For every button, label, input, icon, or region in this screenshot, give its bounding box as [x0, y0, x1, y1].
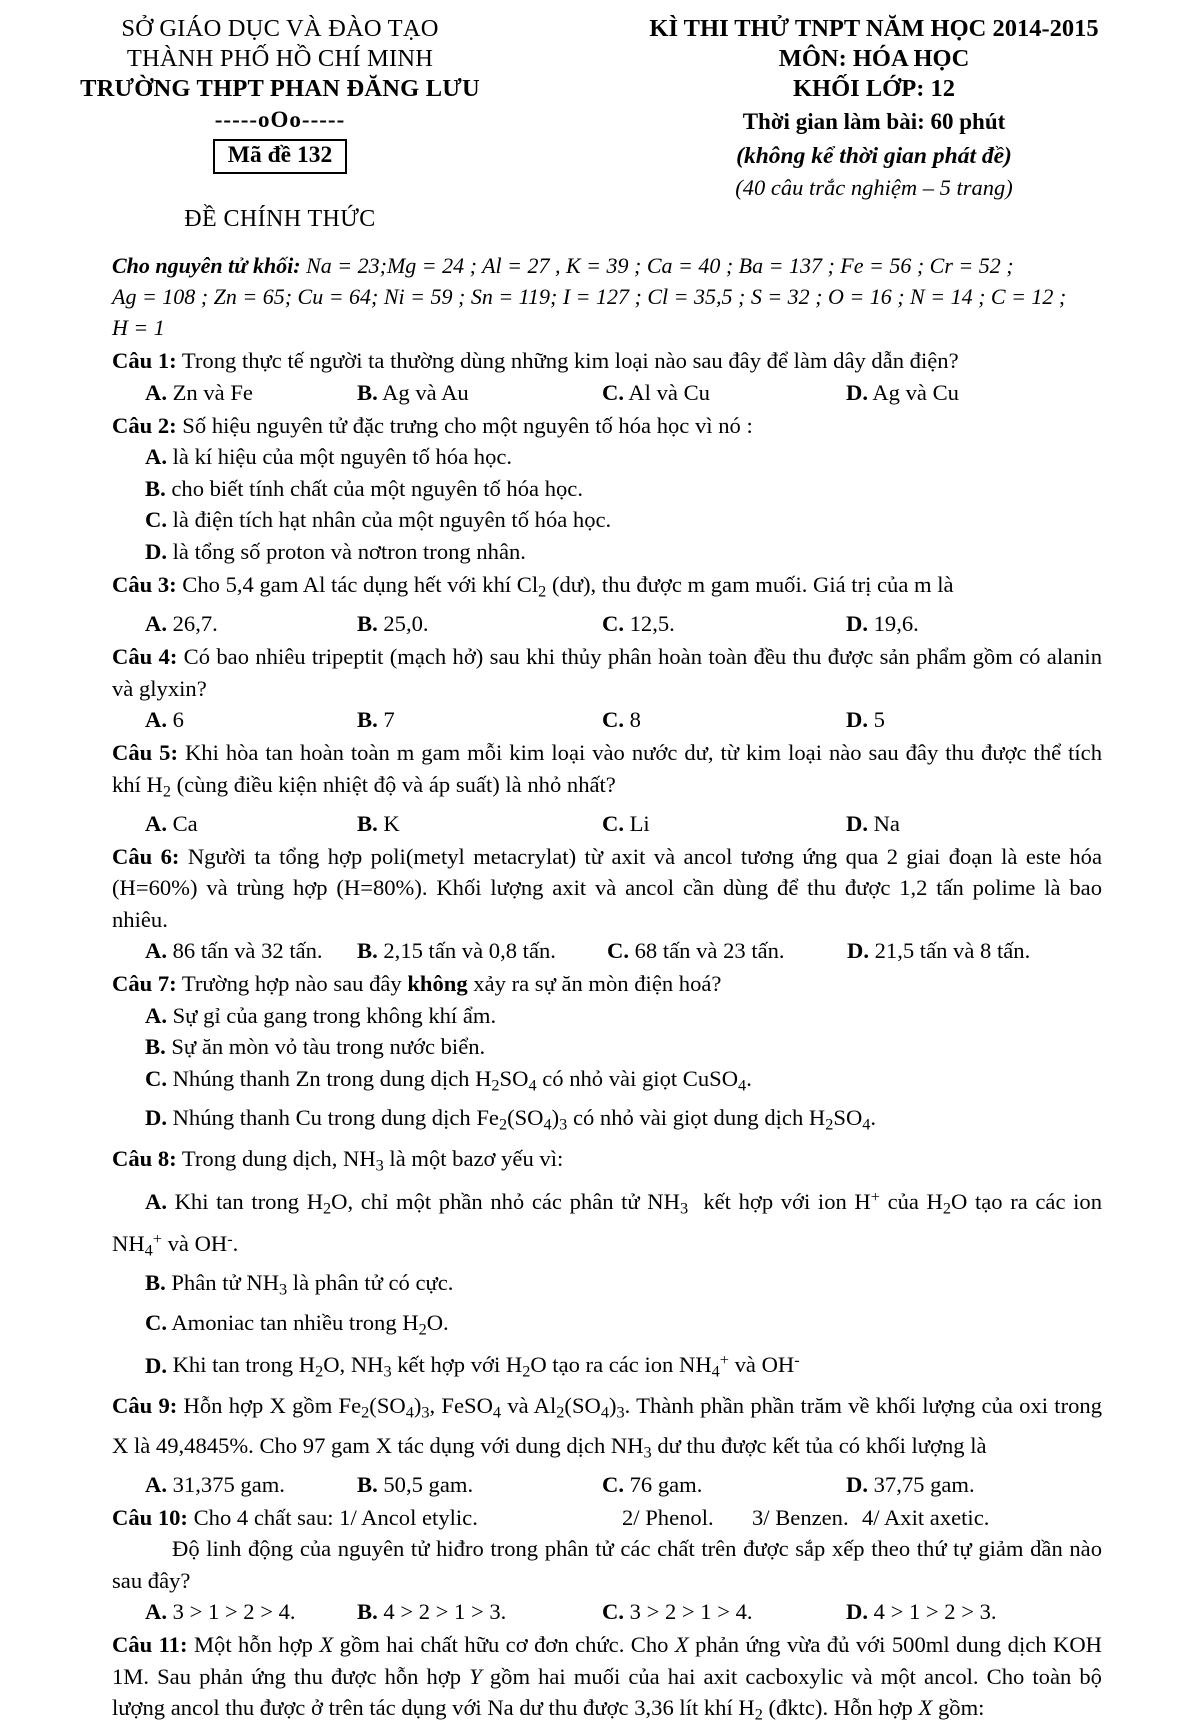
option-letter: B.	[357, 938, 378, 964]
option-letter: B.	[357, 707, 378, 733]
option-d[interactable]	[846, 1596, 1102, 1627]
header-divider: -----oOo-----	[214, 107, 346, 132]
option-letter: C.	[145, 1309, 167, 1335]
option-letter: A.	[145, 707, 167, 733]
option-letter: C.	[602, 1471, 624, 1497]
answer-options-row	[112, 808, 1102, 839]
question-8	[112, 1143, 1102, 1389]
question-number: Câu 2:	[112, 412, 177, 438]
option-c[interactable]	[602, 608, 846, 639]
atomic-mass-label: Cho nguyên tử khối:	[112, 253, 301, 278]
option-letter: B.	[145, 1034, 166, 1060]
question-stem: Câu 11: Một hỗn hợp X gồm hai chất hữu cơ đơn chức. Cho X phản ứng vừa đủ với 500ml dung dịch KOH 1M. Sau phản ứng thu được hỗn hợp Y gồm hai muối của hai axit cacboxylic và một ancol. Cho toàn bộ lượng ancol thu được ở trên tác dụng với Na dư thu được 3,36 lít khí $H_2$ (đktc). Hỗn hợp X gồm:	[112, 1632, 1102, 1724]
option-c[interactable]	[602, 377, 846, 408]
option-letter: A.	[145, 1599, 167, 1625]
header-right-block	[560, 14, 1180, 234]
option-text: 19,6.	[867, 611, 919, 637]
option-a[interactable]	[112, 377, 357, 408]
question-stem-main: Câu 10: Cho 4 chất sau: 1/ Ancol etylic.	[112, 1504, 478, 1530]
option-text: Na	[867, 810, 900, 836]
question-4	[112, 641, 1102, 735]
option-a[interactable]	[112, 1596, 357, 1627]
option-text: Amoniac tan nhiều trong $H_2O$.	[166, 1309, 449, 1339]
atomic-mass-block	[112, 250, 1102, 343]
option-b[interactable]	[112, 473, 1102, 505]
exam-code-wrap	[0, 139, 560, 174]
option-text: 86 tấn và 32 tấn.	[166, 938, 323, 964]
option-a[interactable]	[112, 1182, 1102, 1268]
option-letter: A.	[145, 379, 167, 405]
question-stem-continued: Độ linh động của nguyên tử hiđro trong phân tử các chất trên được sắp xếp theo thứ tự giảm dần nào sau đây?	[112, 1536, 1102, 1593]
substance-item-4: 4/ Axit axetic.	[862, 1504, 990, 1530]
option-letter: B.	[357, 379, 378, 405]
question-number: Câu 4:	[112, 644, 178, 670]
exam-code-box: Mã đề 132	[213, 139, 347, 174]
question-11	[112, 1629, 1102, 1731]
option-text: Li	[623, 810, 650, 836]
answer-options-row	[112, 1596, 1102, 1627]
option-letter: B.	[357, 611, 378, 637]
option-letter: C.	[602, 707, 624, 733]
option-d[interactable]	[846, 377, 1102, 408]
question-stem: Câu 4: Có bao nhiêu tripeptit (mạch hở) sau khi thủy phân hoàn toàn đều thu được sản phẩm gồm có alanin và glyxin?	[112, 644, 1102, 701]
question-stem: Câu 5: Khi hòa tan hoàn toàn m gam mỗi kim loại vào nước dư, từ kim loại nào sau đây thu được thể tích khí $H_2$ (cùng điều kiện nhiệt độ và áp suất) là nhỏ nhất?	[112, 740, 1102, 801]
option-text: là tổng số proton và nơtron trong nhân.	[166, 538, 526, 564]
question-number: Câu 8:	[112, 1145, 177, 1171]
option-text: Khi tan trong $H_2O$, chỉ một phần nhỏ các phân tử $NH_3$ kết hợp với ion H+ của $H_2O$ tạo ra các ion $NH_4^+$ và OH-.	[112, 1187, 1102, 1260]
department-line-1: SỞ GIÁO DỤC VÀ ĐÀO TẠO	[121, 15, 439, 42]
answer-options-row	[112, 377, 1102, 408]
question-list	[112, 345, 1102, 1731]
question-1	[112, 345, 1102, 408]
question-number: Câu 5:	[112, 740, 178, 766]
option-c[interactable]	[602, 1469, 846, 1500]
school-name: TRƯỜNG THPT PHAN ĐĂNG LƯU	[80, 75, 480, 102]
option-letter: D.	[847, 938, 869, 964]
option-c[interactable]	[602, 808, 846, 839]
option-b[interactable]	[357, 704, 602, 735]
option-c[interactable]	[607, 935, 847, 966]
option-d[interactable]	[847, 935, 1102, 966]
option-letter: D.	[145, 1104, 167, 1130]
option-text: 26,7.	[166, 611, 218, 637]
question-10	[112, 1502, 1102, 1628]
option-d[interactable]	[846, 808, 1102, 839]
option-text: K	[377, 810, 400, 836]
option-letter: C.	[602, 810, 624, 836]
option-d[interactable]	[112, 1346, 1102, 1389]
option-a[interactable]	[112, 1000, 1102, 1032]
option-text: 31,375 gam.	[166, 1471, 285, 1497]
option-d[interactable]	[846, 704, 1102, 735]
atomic-mass-line-1	[112, 250, 1102, 281]
option-text: 2,15 tấn và 0,8 tấn.	[377, 938, 556, 964]
option-letter: D.	[846, 1599, 868, 1625]
option-c[interactable]	[112, 504, 1102, 536]
option-text: 25,0.	[377, 611, 429, 637]
option-letter: A.	[145, 444, 167, 469]
option-letter: B.	[357, 1471, 378, 1497]
exam-structure-note: (40 câu trắc nghiệm – 5 trang)	[735, 175, 1013, 200]
option-text: là kí hiệu của một nguyên tố hóa học.	[166, 444, 513, 469]
question-3	[112, 569, 1102, 639]
department-line-2: THÀNH PHỐ HỒ CHÍ MINH	[126, 45, 434, 72]
option-a[interactable]	[112, 808, 357, 839]
substance-item-2: 2/ Phenol.	[622, 1504, 714, 1530]
option-b[interactable]	[112, 1031, 1102, 1063]
option-text: 5	[867, 707, 885, 733]
option-letter: A.	[145, 1188, 167, 1214]
option-d[interactable]	[112, 1102, 1102, 1141]
question-7	[112, 968, 1102, 1141]
question-stem: Câu 7: Trường hợp nào sau đây không xảy ra sự ăn mòn điện hoá?	[112, 971, 722, 997]
question-stem: Câu 6: Người ta tổng hợp poli(metyl metacrylat) từ axit và ancol tương ứng qua 2 giai đoạn là este hóa (H=60%) và trùng hợp (H=80%). Khối lượng axit và ancol cần dùng để thu được 1,2 tấn polime là bao nhiêu.	[112, 843, 1102, 932]
option-letter: D.	[145, 1352, 167, 1378]
exam-duration-note: (không kể thời gian phát đề)	[736, 143, 1012, 169]
option-text: Nhúng thanh Cu trong dung dịch $Fe_2(SO_4)_3$ có nhỏ vài giọt dung dịch $H_2SO_4$.	[166, 1104, 877, 1134]
question-number: Câu 9:	[112, 1393, 178, 1419]
option-b[interactable]	[357, 1469, 602, 1500]
option-text: 76 gam.	[623, 1471, 703, 1497]
atomic-mass-line-2: Ag = 108 ; Zn = 65; Cu = 64; Ni = 59 ; Sn = 119; I = 127 ; Cl = 35,5 ; S = 32 ; O = 16 ; N = 14 ; C = 12 ;	[112, 284, 1067, 309]
option-letter: C.	[602, 379, 624, 405]
option-letter: D.	[145, 538, 167, 564]
option-text: 37,75 gam.	[867, 1471, 975, 1497]
exam-title: KÌ THI THỬ TNPT NĂM HỌC 2014-2015	[649, 15, 1099, 42]
option-text: 68 tấn và 23 tấn.	[628, 938, 785, 964]
option-text: Ag và Cu	[867, 379, 959, 405]
question-number: Câu 10:	[112, 1504, 188, 1530]
option-text: Zn và Fe	[166, 379, 253, 405]
question-number: Câu 11:	[112, 1632, 188, 1658]
option-a[interactable]	[112, 935, 357, 966]
exam-grade: KHỐI LỚP: 12	[793, 75, 955, 102]
answer-options-row	[112, 704, 1102, 735]
option-letter: D.	[846, 611, 868, 637]
option-text: Al và Cu	[623, 379, 710, 405]
question-number: Câu 1:	[112, 348, 177, 373]
option-text: Sự gỉ của gang trong không khí ẩm.	[166, 1002, 497, 1028]
atomic-mass-values-1: Na = 23;Mg = 24 ; Al = 27 , K = 39 ; Ca = 40 ; Ba = 137 ; Fe = 56 ; Cr = 52 ;	[300, 253, 1014, 278]
option-text: là điện tích hạt nhân của một nguyên tố hóa học.	[166, 507, 612, 532]
option-letter: C.	[607, 938, 629, 964]
option-b[interactable]	[357, 935, 607, 966]
option-b[interactable]	[357, 1596, 602, 1627]
question-number: Câu 6:	[112, 843, 180, 869]
option-letter: D.	[846, 810, 868, 836]
option-text: Ca	[166, 810, 198, 836]
atomic-mass-line-3: H = 1	[112, 315, 165, 340]
option-a[interactable]	[112, 441, 1102, 473]
option-a[interactable]	[112, 608, 357, 639]
answer-options-row	[112, 608, 1102, 639]
option-text: 21,5 tấn và 8 tấn.	[868, 938, 1031, 964]
option-letter: C.	[602, 1599, 624, 1625]
option-text: 6	[166, 707, 184, 733]
option-letter: C.	[602, 611, 624, 637]
question-9	[112, 1390, 1102, 1499]
option-a[interactable]	[112, 704, 357, 735]
option-letter: C.	[145, 1065, 167, 1091]
option-b[interactable]	[357, 608, 602, 639]
option-text: 7	[377, 707, 395, 733]
option-letter: B.	[145, 1270, 166, 1296]
question-6	[112, 841, 1102, 967]
option-letter: D.	[846, 379, 868, 405]
option-letter: A.	[145, 1002, 167, 1028]
option-d[interactable]	[112, 536, 1102, 568]
option-text: Sự ăn mòn vỏ tàu trong nước biển.	[165, 1034, 486, 1060]
option-letter: B.	[145, 475, 166, 501]
exam-duration: Thời gian làm bài: 60 phút	[742, 109, 1006, 134]
question-2	[112, 410, 1102, 568]
question-number: Câu 7:	[112, 971, 177, 997]
option-text: 4 > 1 > 2 > 3.	[867, 1599, 997, 1625]
option-text: Nhúng thanh Zn trong dung dịch $H_2SO_4$ có nhỏ vài giọt CuSO$_4$.	[166, 1065, 752, 1095]
option-letter: C.	[145, 507, 167, 532]
official-exam-label: ĐỀ CHÍNH THỨC	[184, 206, 376, 232]
option-letter: B.	[357, 810, 378, 836]
option-b[interactable]	[357, 808, 602, 839]
question-stem: Câu 9: Hỗn hợp X gồm $Fe_2(SO_4)_3$, FeSO$_4$ và $Al_2(SO_4)_3$. Thành phần phần trăm về khối lượng của oxi trong X là 49,4845%. Cho 97 gam X tác dụng với dung dịch $NH_3$ dư thu được kết tủa có khối lượng là	[112, 1393, 1103, 1462]
option-c[interactable]	[112, 1307, 1102, 1346]
question-stem: Câu 2: Số hiệu nguyên tử đặc trưng cho một nguyên tố hóa học vì nó :	[112, 412, 753, 438]
option-a[interactable]	[112, 1469, 357, 1500]
option-letter: A.	[145, 938, 167, 964]
option-c[interactable]	[112, 1063, 1102, 1102]
option-letter: A.	[145, 1471, 167, 1497]
option-text: cho biết tính chất của một nguyên tố hóa học.	[165, 475, 583, 501]
substance-item-3: 3/ Benzen.	[752, 1504, 849, 1530]
exam-subject: MÔN: HÓA HỌC	[778, 45, 970, 72]
question-stem: Câu 1: Trong thực tế người ta thường dùng những kim loại nào sau đây để làm dây dẫn điện?	[112, 348, 959, 373]
option-text: 3 > 1 > 2 > 4.	[166, 1599, 296, 1625]
option-letter: A.	[145, 810, 167, 836]
question-number: Câu 3:	[112, 572, 177, 597]
question-stem-row	[112, 1502, 1102, 1534]
option-d[interactable]	[846, 608, 1102, 639]
option-c[interactable]	[602, 704, 846, 735]
exam-body	[112, 250, 1102, 1731]
question-5	[112, 737, 1102, 839]
answer-options-row	[112, 935, 1102, 966]
option-c[interactable]	[602, 1596, 846, 1627]
option-text: 4 > 2 > 1 > 3.	[377, 1599, 507, 1625]
option-text: 12,5.	[623, 611, 675, 637]
option-b[interactable]	[357, 377, 602, 408]
header-left-block	[0, 14, 560, 234]
question-stem: Câu 3: Cho 5,4 gam Al tác dụng hết với khí $Cl_2$ (dư), thu được m gam muối. Giá trị của m là	[112, 572, 954, 601]
option-b[interactable]	[112, 1267, 1102, 1306]
question-stem: Câu 8: Trong dung dịch, $NH_3$ là một bazơ yếu vì:	[112, 1145, 564, 1175]
option-letter: D.	[846, 707, 868, 733]
option-text: Khi tan trong $H_2O$, $NH_3$ kết hợp với $H_2O$ tạo ra các ion $NH_4^+$ và OH-	[166, 1351, 800, 1381]
option-text: 50,5 gam.	[377, 1471, 474, 1497]
option-d[interactable]	[846, 1469, 1102, 1500]
option-letter: A.	[145, 611, 167, 637]
option-text: 3 > 2 > 1 > 4.	[623, 1599, 753, 1625]
option-letter: B.	[357, 1599, 378, 1625]
option-text: Phân tử $NH_3$ là phân tử có cực.	[165, 1270, 454, 1300]
option-text: Ag và Au	[377, 379, 469, 405]
answer-options-row	[112, 1469, 1102, 1500]
document-header	[0, 0, 1200, 234]
option-letter: D.	[846, 1471, 868, 1497]
option-text: 8	[623, 707, 641, 733]
